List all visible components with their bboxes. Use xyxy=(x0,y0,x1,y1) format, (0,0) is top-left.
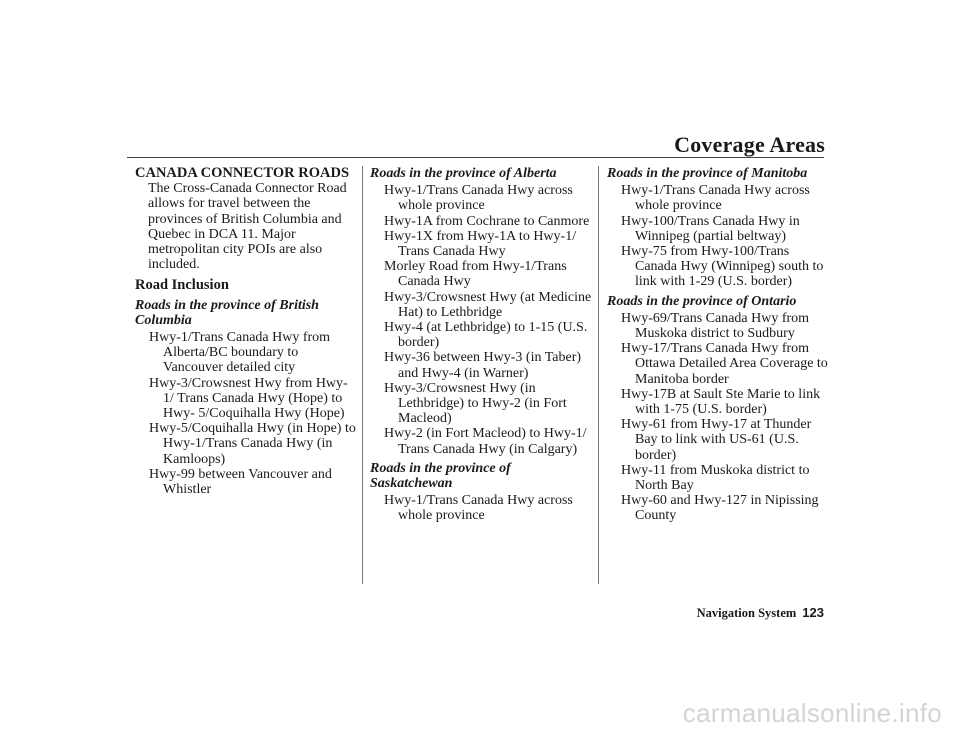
road-list xyxy=(607,311,829,524)
region-heading: Roads in the province of Saskatchewan xyxy=(370,460,511,492)
page-title: Coverage Areas xyxy=(674,132,825,157)
list-item: Hwy-69/Trans Canada Hwy from Muskoka district to Sudbury xyxy=(621,310,810,342)
list-item: Morley Road from Hwy-1/Trans Canada Hwy xyxy=(384,259,567,290)
page-footer xyxy=(697,605,824,621)
list-item: Hwy-1/Trans Canada Hwy from Alberta/BC boundary to Vancouver detailed city xyxy=(149,330,331,376)
footer-section-name: Navigation System xyxy=(696,606,797,620)
road-inclusion-heading: Road Inclusion xyxy=(135,277,229,294)
list-item: Hwy-1A from Cochrane to Canmore xyxy=(384,213,590,229)
list-item: Hwy-1/Trans Canada Hwy across whole province xyxy=(621,183,810,214)
list-item: Hwy-99 between Vancouver and Whistler xyxy=(149,466,332,498)
list-item: Hwy-36 between Hwy-3 (in Taber) and Hwy-4 (in Warner) xyxy=(384,350,582,381)
column-divider xyxy=(362,166,363,584)
list-item: Hwy-1/Trans Canada Hwy across whole province xyxy=(384,493,573,524)
road-list xyxy=(370,493,592,523)
road-list xyxy=(135,330,357,497)
list-item: Hwy-1/Trans Canada Hwy across whole province xyxy=(384,183,573,214)
list-item: Hwy-3/Crowsnest Hwy (at Medicine Hat) to Lethbridge xyxy=(384,289,592,320)
list-item: Hwy-17B at Sault Ste Marie to link with 1-75 (U.S. border) xyxy=(621,386,821,418)
list-item: Hwy-1X from Hwy-1A to Hwy-1/ Trans Canada Hwy xyxy=(384,228,577,260)
column-3 xyxy=(607,166,829,528)
region-heading: Roads in the province of Ontario xyxy=(607,293,797,309)
road-list xyxy=(607,183,829,289)
list-item: Hwy-4 (at Lethbridge) to 1-15 (U.S. border) xyxy=(384,320,588,351)
region-heading: Roads in the province of Manitoba xyxy=(607,166,808,181)
header-divider xyxy=(127,157,824,158)
list-item: Hwy-11 from Muskoka district to North Bay xyxy=(621,462,810,494)
intro-paragraph: The Cross-Canada Connector Road allows for travel between the provinces of British Columbia and Quebec in DCA 11. Major metropolitan city POIs are also included. xyxy=(148,181,347,273)
region-heading: Roads in the province of British Columbia xyxy=(135,297,319,328)
list-item: Hwy-100/Trans Canada Hwy in Winnipeg (partial beltway) xyxy=(621,213,800,244)
region-heading: Roads in the province of Alberta xyxy=(370,166,557,181)
road-list xyxy=(370,183,592,457)
section-heading: CANADA CONNECTOR ROADS xyxy=(135,165,350,181)
column-divider xyxy=(598,166,599,584)
list-item: Hwy-75 from Hwy-100/Trans Canada Hwy (Winnipeg) south to link with 1-29 (U.S. border) xyxy=(621,244,824,290)
list-item: Hwy-5/Coquihalla Hwy (in Hope) to Hwy-1/Trans Canada Hwy (in Kamloops) xyxy=(149,421,356,467)
page-number: 123 xyxy=(802,605,824,620)
list-item: Hwy-61 from Hwy-17 at Thunder Bay to link with US-61 (U.S. border) xyxy=(621,417,812,463)
column-1 xyxy=(135,166,357,501)
list-item: Hwy-2 (in Fort Macleod) to Hwy-1/ Trans Canada Hwy (in Calgary) xyxy=(384,426,587,457)
list-item: Hwy-60 and Hwy-127 in Nipissing County xyxy=(621,493,819,524)
list-item: Hwy-17/Trans Canada Hwy from Ottawa Detailed Area Coverage to Manitoba border xyxy=(621,341,828,387)
list-item: Hwy-3/Crowsnest Hwy from Hwy-1/ Trans Canada Hwy (Hope) to Hwy- 5/Coquihalla Hwy (Hope) xyxy=(149,375,348,422)
watermark: carmanualsonline.info xyxy=(682,698,942,728)
list-item: Hwy-3/Crowsnest Hwy (in Lethbridge) to Hwy-2 (in Fort Macleod) xyxy=(384,380,567,427)
column-2 xyxy=(370,166,592,528)
